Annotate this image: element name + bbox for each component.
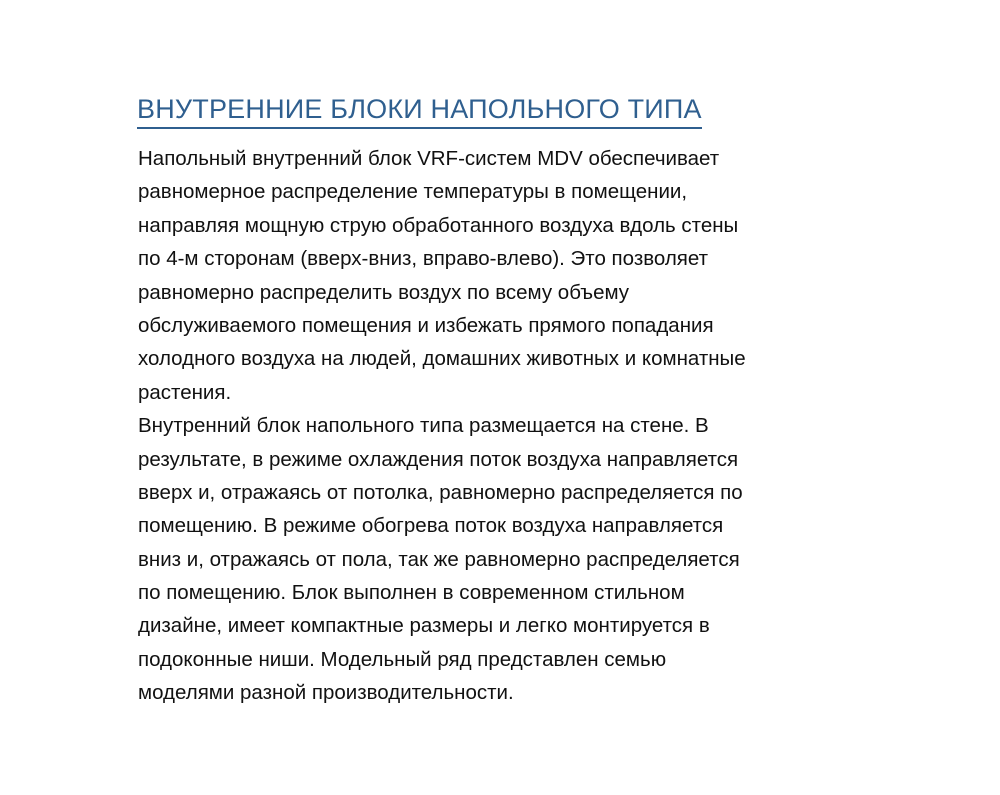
text-line: дизайне, имеет компактные размеры и легко монтируется в — [138, 614, 710, 638]
text-line: вверх и, отражаясь от потолка, равномерно распределяется по — [138, 480, 743, 504]
text-line: растения. — [138, 380, 232, 404]
text-line: холодного воздуха на людей, домашних животных и комнатные — [138, 347, 746, 371]
text-line: моделями разной производительности. — [138, 681, 514, 705]
text-line: равномерно распределить воздух по всему объему — [138, 280, 630, 304]
text-line: помещению. В режиме обогрева поток воздуха направляется — [138, 514, 724, 538]
text-line: обслуживаемого помещения и избежать прямого попадания — [138, 313, 714, 337]
text-line: вниз и, отражаясь от пола, так же равномерно распределяется — [138, 547, 740, 571]
text-line: по 4-м сторонам (вверх-вниз, вправо-влево). Это позволяет — [138, 247, 709, 271]
text-line: Напольный внутренний блок VRF-систем MDV обеспечивает — [138, 147, 720, 170]
text-line: по помещению. Блок выполнен в современном стильном — [138, 581, 685, 605]
text-line: равномерное распределение температуры в помещении, — [138, 180, 688, 204]
text-line: подоконные ниши. Модельный ряд представлен семью — [138, 647, 667, 671]
body-text — [138, 142, 938, 710]
page-title: ВНУТРЕННИЕ БЛОКИ НАПОЛЬНОГО ТИПА — [137, 94, 702, 129]
text-line: направляя мощную струю обработанного воздуха вдоль стены — [138, 213, 739, 237]
text-line: результате, в режиме охлаждения поток воздуха направляется — [138, 447, 739, 471]
text-line: Внутренний блок напольного типа размещается на стене. В — [138, 414, 709, 438]
